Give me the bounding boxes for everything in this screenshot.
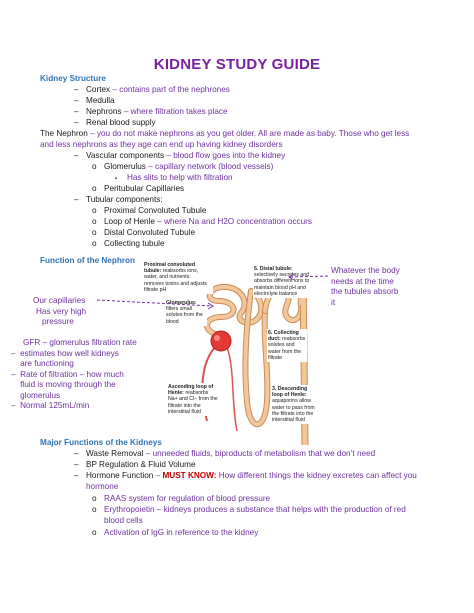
nephron-intro: The Nephron – you do not make nephrons as you get older. All are made as baby. Those who get less <box>40 129 410 138</box>
list-item: o Distal Convoluted Tubule <box>92 228 196 237</box>
page-title: KIDNEY STUDY GUIDE <box>153 56 321 73</box>
list-item: o Erythropoietin – kidneys produces a substance that helps with the production of red <box>92 505 406 514</box>
list-item: o Proximal Convoluted Tubule <box>92 206 207 215</box>
label-collecting-duct: 6. Collecting duct: reabsorbs solutes and water from the filtrate <box>268 330 306 361</box>
list-item: o RAAS system for regulation of blood pressure <box>92 494 271 503</box>
nephron-intro-continued: and less nephrons as they age can end up having kidney disorders <box>40 140 283 149</box>
list-item: o Peritubular Capillaries <box>92 184 185 193</box>
list-item: – Waste Removal – unneeded fluids, biproducts of metabolism that we don’t need <box>74 449 376 458</box>
section-heading-function: Function of the Nephron <box>40 256 136 265</box>
list-item: – Cortex – contains part of the nephrones <box>74 85 230 94</box>
note-gfr: GFR – glomerulus filtration rate – estimates how well kidneys are functioning – Rate of filtration – how much fluid is moving through the glomerulus – Normal 125mL/min <box>11 338 137 410</box>
section-heading-kidney-structure: Kidney Structure <box>40 74 106 83</box>
list-item: – Medulla <box>74 96 115 105</box>
note-capillaries: Our capillaries Has very high pressure <box>33 296 87 326</box>
list-item: – Renal blood supply <box>74 118 156 127</box>
list-item: o Glomerulus – capillary network (blood vessels) <box>92 162 274 171</box>
list-item: – Hormone Function – MUST KNOW: How different things the kidney excretes can affect you <box>74 471 417 480</box>
label-descending-loop: 3. Descending loop of Henle: aquaporins allow water to pass from the filtrate into the interstitial fluid <box>271 385 319 424</box>
list-item: – Nephrons – where filtration takes place <box>74 107 228 116</box>
list-item: – Tubular components: <box>74 195 163 204</box>
arrow-distal <box>290 276 328 277</box>
list-item-continued: hormone <box>86 482 119 491</box>
arrow-capillaries <box>97 300 212 306</box>
list-item: ▪ Has slits to help with filtration <box>115 173 233 182</box>
note-body-needs: Whatever the body needs at the time the tubules absorb it <box>331 266 400 307</box>
label-distal-tubule: 5. Distal tubule: selectively secretes and absorbs different ions to maintain blood pH and electrolyte balance <box>253 265 313 298</box>
section-heading-major-functions: Major Functions of the Kidneys <box>40 438 162 447</box>
label-glomerulus: Glomerulus: filters small solutes from the blood <box>165 299 207 326</box>
list-item: o Collecting tubule <box>92 239 165 248</box>
list-item: – Vascular components – blood flow goes into the kidney <box>74 151 286 160</box>
list-item: – BP Regulation & Fluid Volume <box>74 460 196 469</box>
label-proximal-tubule: Proximal convoluted tubule: reabsorbs ions, water, and nutrients; removes toxins and adjusts filtrate pH <box>143 261 213 294</box>
list-item-continued: blood cells <box>104 516 143 525</box>
list-item: o Activation of IgG in reference to the kidney <box>92 528 259 537</box>
label-ascending-loop: Ascending loop of Henle: reabsorbs Na+ and Cl− from the filtrate into the interstitial fluid <box>168 384 218 415</box>
list-item: o Loop of Henle – where Na and H2O concentration occurs <box>92 217 313 226</box>
